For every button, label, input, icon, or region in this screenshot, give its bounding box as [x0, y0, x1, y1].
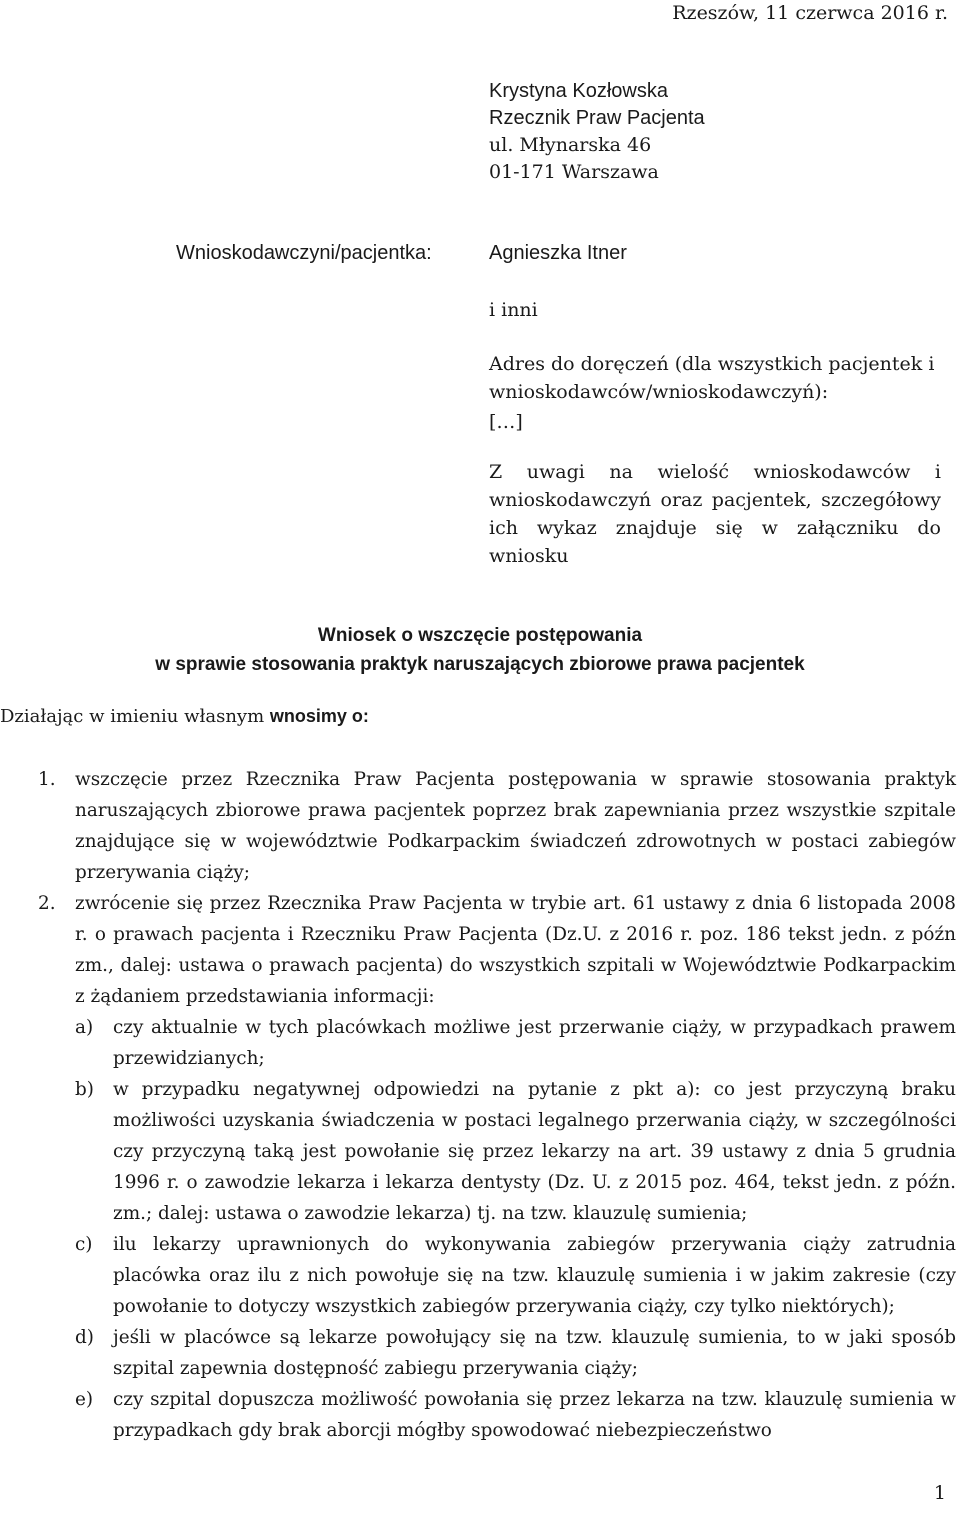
item-number: 2.	[38, 893, 56, 914]
applicants-note: Z uwagi na wielość wnioskodawców i wnioskodawczyń oraz pacjentek, szczegółowy ich wykaz znajduje się w załączniku do wniosku	[489, 461, 941, 567]
item-text: zwrócenie się przez Rzecznika Praw Pacjenta w trybie art. 61 ustawy z dnia 6 listopada 2008 r. o prawach pacjenta i Rzeczniku Praw Pacjenta (Dz.U. z 2016 r. poz. 186 tekst jedn. z późn zm., dalej: ustawa o prawach pacjenta) do wszystkich szpitali w Województwie Podkarpackim z żądaniem przedstawiania informacji:	[75, 893, 956, 1007]
list-item	[0, 888, 956, 1446]
list-item	[0, 764, 956, 888]
address-city: 01-171 Warszawa	[489, 161, 659, 183]
delivery-label: Adres do doręczeń (dla wszystkich pacjentek i wnioskodawców/wnioskodawczyń):	[489, 353, 935, 403]
delivery-value: […]	[489, 411, 523, 433]
item-number: 1.	[38, 769, 56, 790]
sub-item-letter: e)	[75, 1389, 94, 1410]
addressee-office: Rzecznik Praw Pacjenta	[489, 107, 705, 129]
sub-item	[75, 1229, 956, 1322]
others-text: i inni	[489, 299, 538, 321]
address-street: ul. Młynarska 46	[489, 134, 652, 156]
intro-request: wnosimy o:	[269, 706, 369, 726]
sub-item-text: ilu lekarzy uprawnionych do wykonywania zabiegów przerywania ciąży zatrudnia placówka oraz ilu z nich powołuje się na tzw. klauzulę sumienia i w jakim zakresie (czy powołanie to dotyczy wszystkich zabiegów przerywania ciąży, czy tylko niektórych);	[113, 1234, 956, 1317]
sub-item-text: jeśli w placówce są lekarze powołujący się na tzw. klauzulę sumienia, to w jaki sposób szpital zapewnia dostępność zabiegu przerywania ciąży;	[113, 1327, 956, 1379]
sub-item-text: czy aktualnie w tych placówkach możliwe jest przerwanie ciąży, w przypadkach prawem przewidzianych;	[113, 1017, 956, 1069]
addressee	[489, 78, 705, 132]
page-number: 1	[933, 1482, 946, 1504]
title-line-1: Wniosek o wszczęcie postępowania	[317, 625, 643, 646]
sub-item-letter: d)	[75, 1327, 94, 1348]
sub-item-text: w przypadku negatywnej odpowiedzi na pytanie z pkt a): co jest przyczyną braku możliwości uzyskania świadczenia w postaci legalnego przerwania ciąży, w szczególności czy przyczyną taką jest powołanie się przez lekarzy na art. 39 ustawy z dnia 5 grudnia 1996 r. o zawodzie lekarza i lekarza dentysty (Dz. U. z 2015 poz. 464, tekst jedn. z późn. zm.; dalej: ustawa o zawodzie lekarza) tj. na tzw. klauzulę sumienia;	[113, 1079, 956, 1224]
role-label: Wnioskodawczyni/pacjentka:	[176, 242, 432, 264]
intro-text: Działając w imieniu własnym	[0, 706, 270, 727]
sub-item-text: czy szpital dopuszcza możliwość powołania się przez lekarza na tzw. klauzulę sumienia w przypadkach gdy brak aborcji mógłby spowodować niebezpieczeństwo	[113, 1389, 956, 1441]
item-text: wszczęcie przez Rzecznika Praw Pacjenta postępowania w sprawie stosowania praktyk naruszających zbiorowe prawa pacjentek poprzez brak zapewniania przez wszystkie szpitale znajdujące się w województwie Podkarpackim świadczeń zdrowotnych w postaci zabiegów przerywania ciąży;	[75, 769, 956, 883]
addressee-address	[489, 132, 659, 186]
sub-item	[75, 1074, 956, 1229]
sub-item	[75, 1322, 956, 1384]
place-date: Rzeszów, 11 czerwca 2016 r.	[672, 2, 948, 24]
sub-item	[75, 1012, 956, 1074]
sub-item-letter: b)	[75, 1079, 94, 1100]
sub-item-letter: c)	[75, 1234, 93, 1255]
document-title	[0, 621, 960, 679]
sub-item-letter: a)	[75, 1017, 94, 1038]
request-list	[0, 764, 956, 1446]
addressee-name: Krystyna Kozłowska	[489, 80, 668, 102]
intro-paragraph	[0, 706, 369, 727]
title-line-2: w sprawie stosowania praktyk naruszających zbiorowe prawa pacjentek	[155, 654, 805, 675]
applicant-name: Agnieszka Itner	[489, 242, 627, 264]
sub-item	[75, 1384, 956, 1446]
